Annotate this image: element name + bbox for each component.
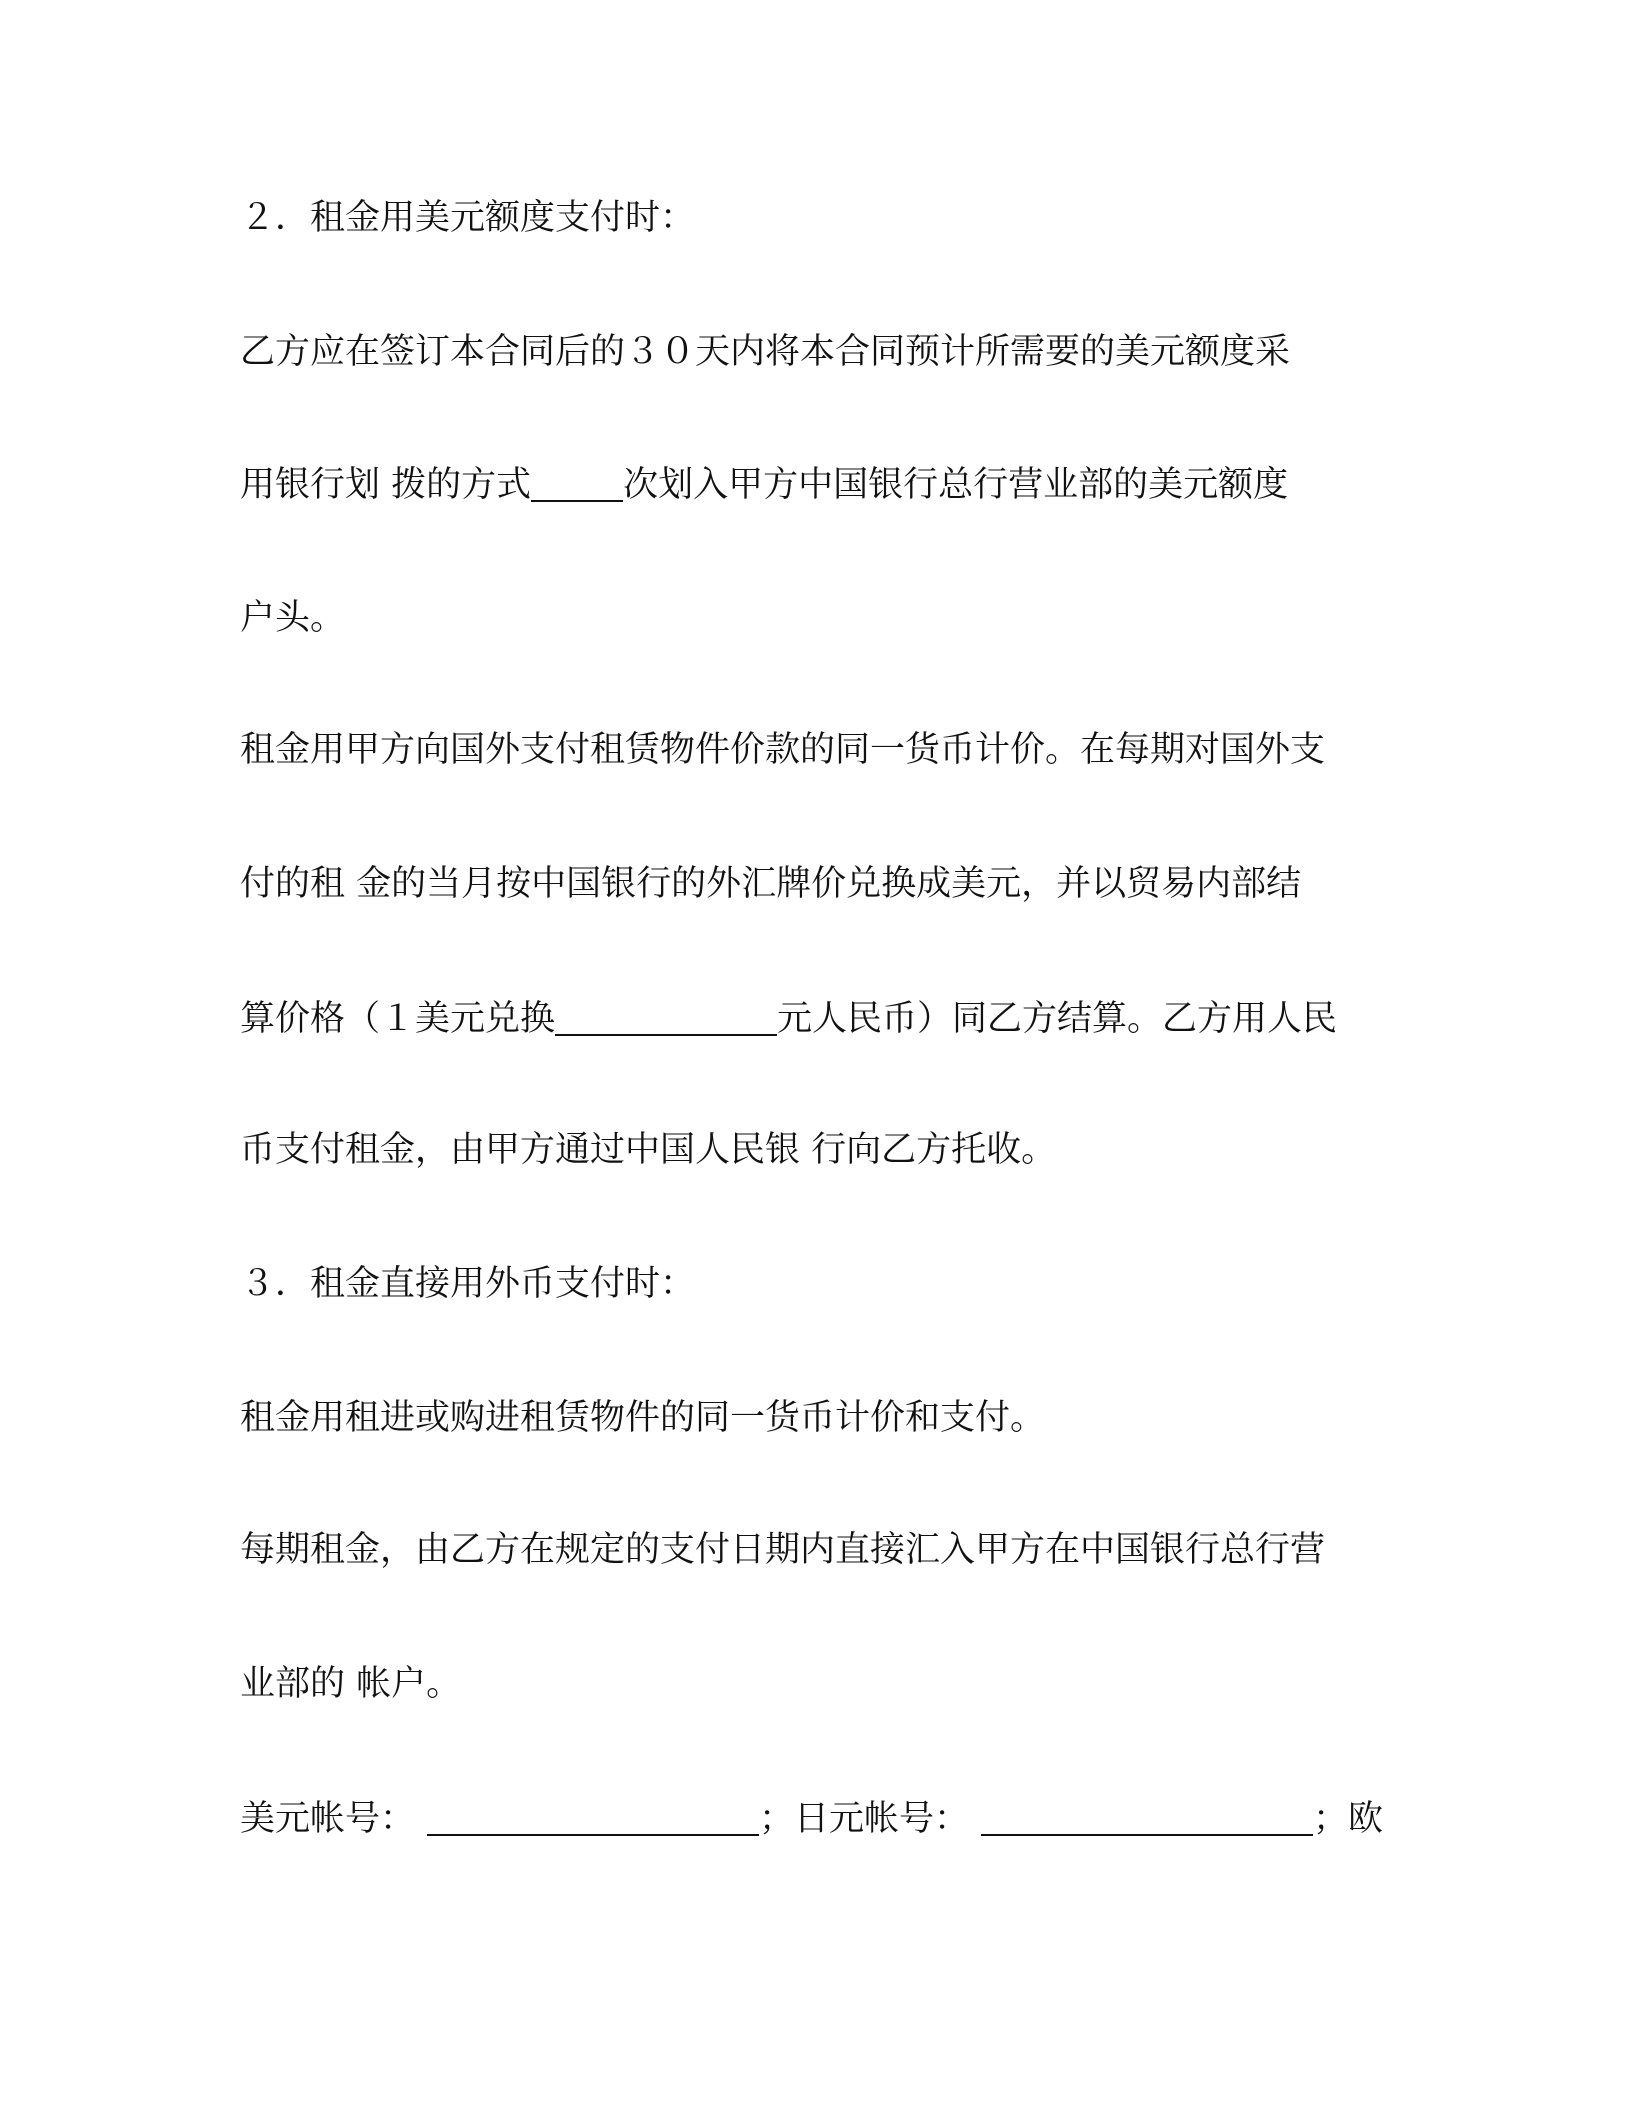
- paragraph-text: 用银行划 拨的方式: [240, 465, 532, 505]
- account-numbers-line: [240, 1796, 1383, 1841]
- paragraph-line: [240, 330, 1290, 374]
- paragraph-line: [240, 1396, 1045, 1440]
- paragraph-text: 次划入甲方中国银行总行营业部的美元额度: [623, 465, 1289, 505]
- paragraph-line: [240, 1662, 461, 1706]
- paragraph-text: 每期租金，由乙方在规定的支付日期内直接汇入甲方在中国银行总行营: [240, 1530, 1326, 1570]
- jpy-account-label: ；日元帐号：: [759, 1799, 970, 1839]
- paragraph-line: [240, 996, 1337, 1041]
- paragraph-text: 户头。: [240, 598, 346, 638]
- usd-account-blank[interactable]: [427, 1796, 759, 1836]
- section-2-heading: [240, 196, 695, 240]
- paragraph-line: [240, 862, 1301, 906]
- jpy-account-blank[interactable]: [981, 1796, 1313, 1836]
- paragraph-line: [240, 1528, 1325, 1572]
- paragraph-text: 元人民币）同乙方结算。乙方用人民: [777, 999, 1338, 1039]
- paragraph-text: 业部的 帐户。: [240, 1664, 462, 1704]
- eur-account-label: ；欧: [1313, 1799, 1384, 1839]
- section-3-heading: [240, 1262, 695, 1306]
- paragraph-text: 租金用甲方向国外支付租赁物件价款的同一货币计价。在每期对国外支: [240, 730, 1326, 770]
- paragraph-text: 乙方应在签订本合同后的３０天内将本合同预计所需要的美元额度采: [240, 332, 1291, 372]
- usd-account-label: 美元帐号：: [240, 1799, 416, 1839]
- exchange-rate-blank[interactable]: [555, 996, 777, 1036]
- paragraph-text: 付的租 金的当月按中国银行的外汇牌价兑换成美元，并以贸易内部结: [240, 864, 1302, 904]
- fill-in-blank[interactable]: [531, 462, 623, 502]
- paragraph-text: 算价格（１美元兑换: [240, 999, 556, 1039]
- paragraph-text: 租金用租进或购进租赁物件的同一货币计价和支付。: [240, 1398, 1046, 1438]
- paragraph-line: [240, 462, 1288, 507]
- paragraph-text: 币支付租金，由甲方通过中国人民银 行向乙方托收。: [240, 1130, 1057, 1170]
- paragraph-line: [240, 728, 1325, 772]
- paragraph-line: [240, 1128, 1056, 1172]
- section-3-heading-text: ３．租金直接用外币支付时：: [240, 1264, 696, 1304]
- paragraph-line: [240, 596, 345, 640]
- section-2-heading-text: ２．租金用美元额度支付时：: [240, 198, 696, 238]
